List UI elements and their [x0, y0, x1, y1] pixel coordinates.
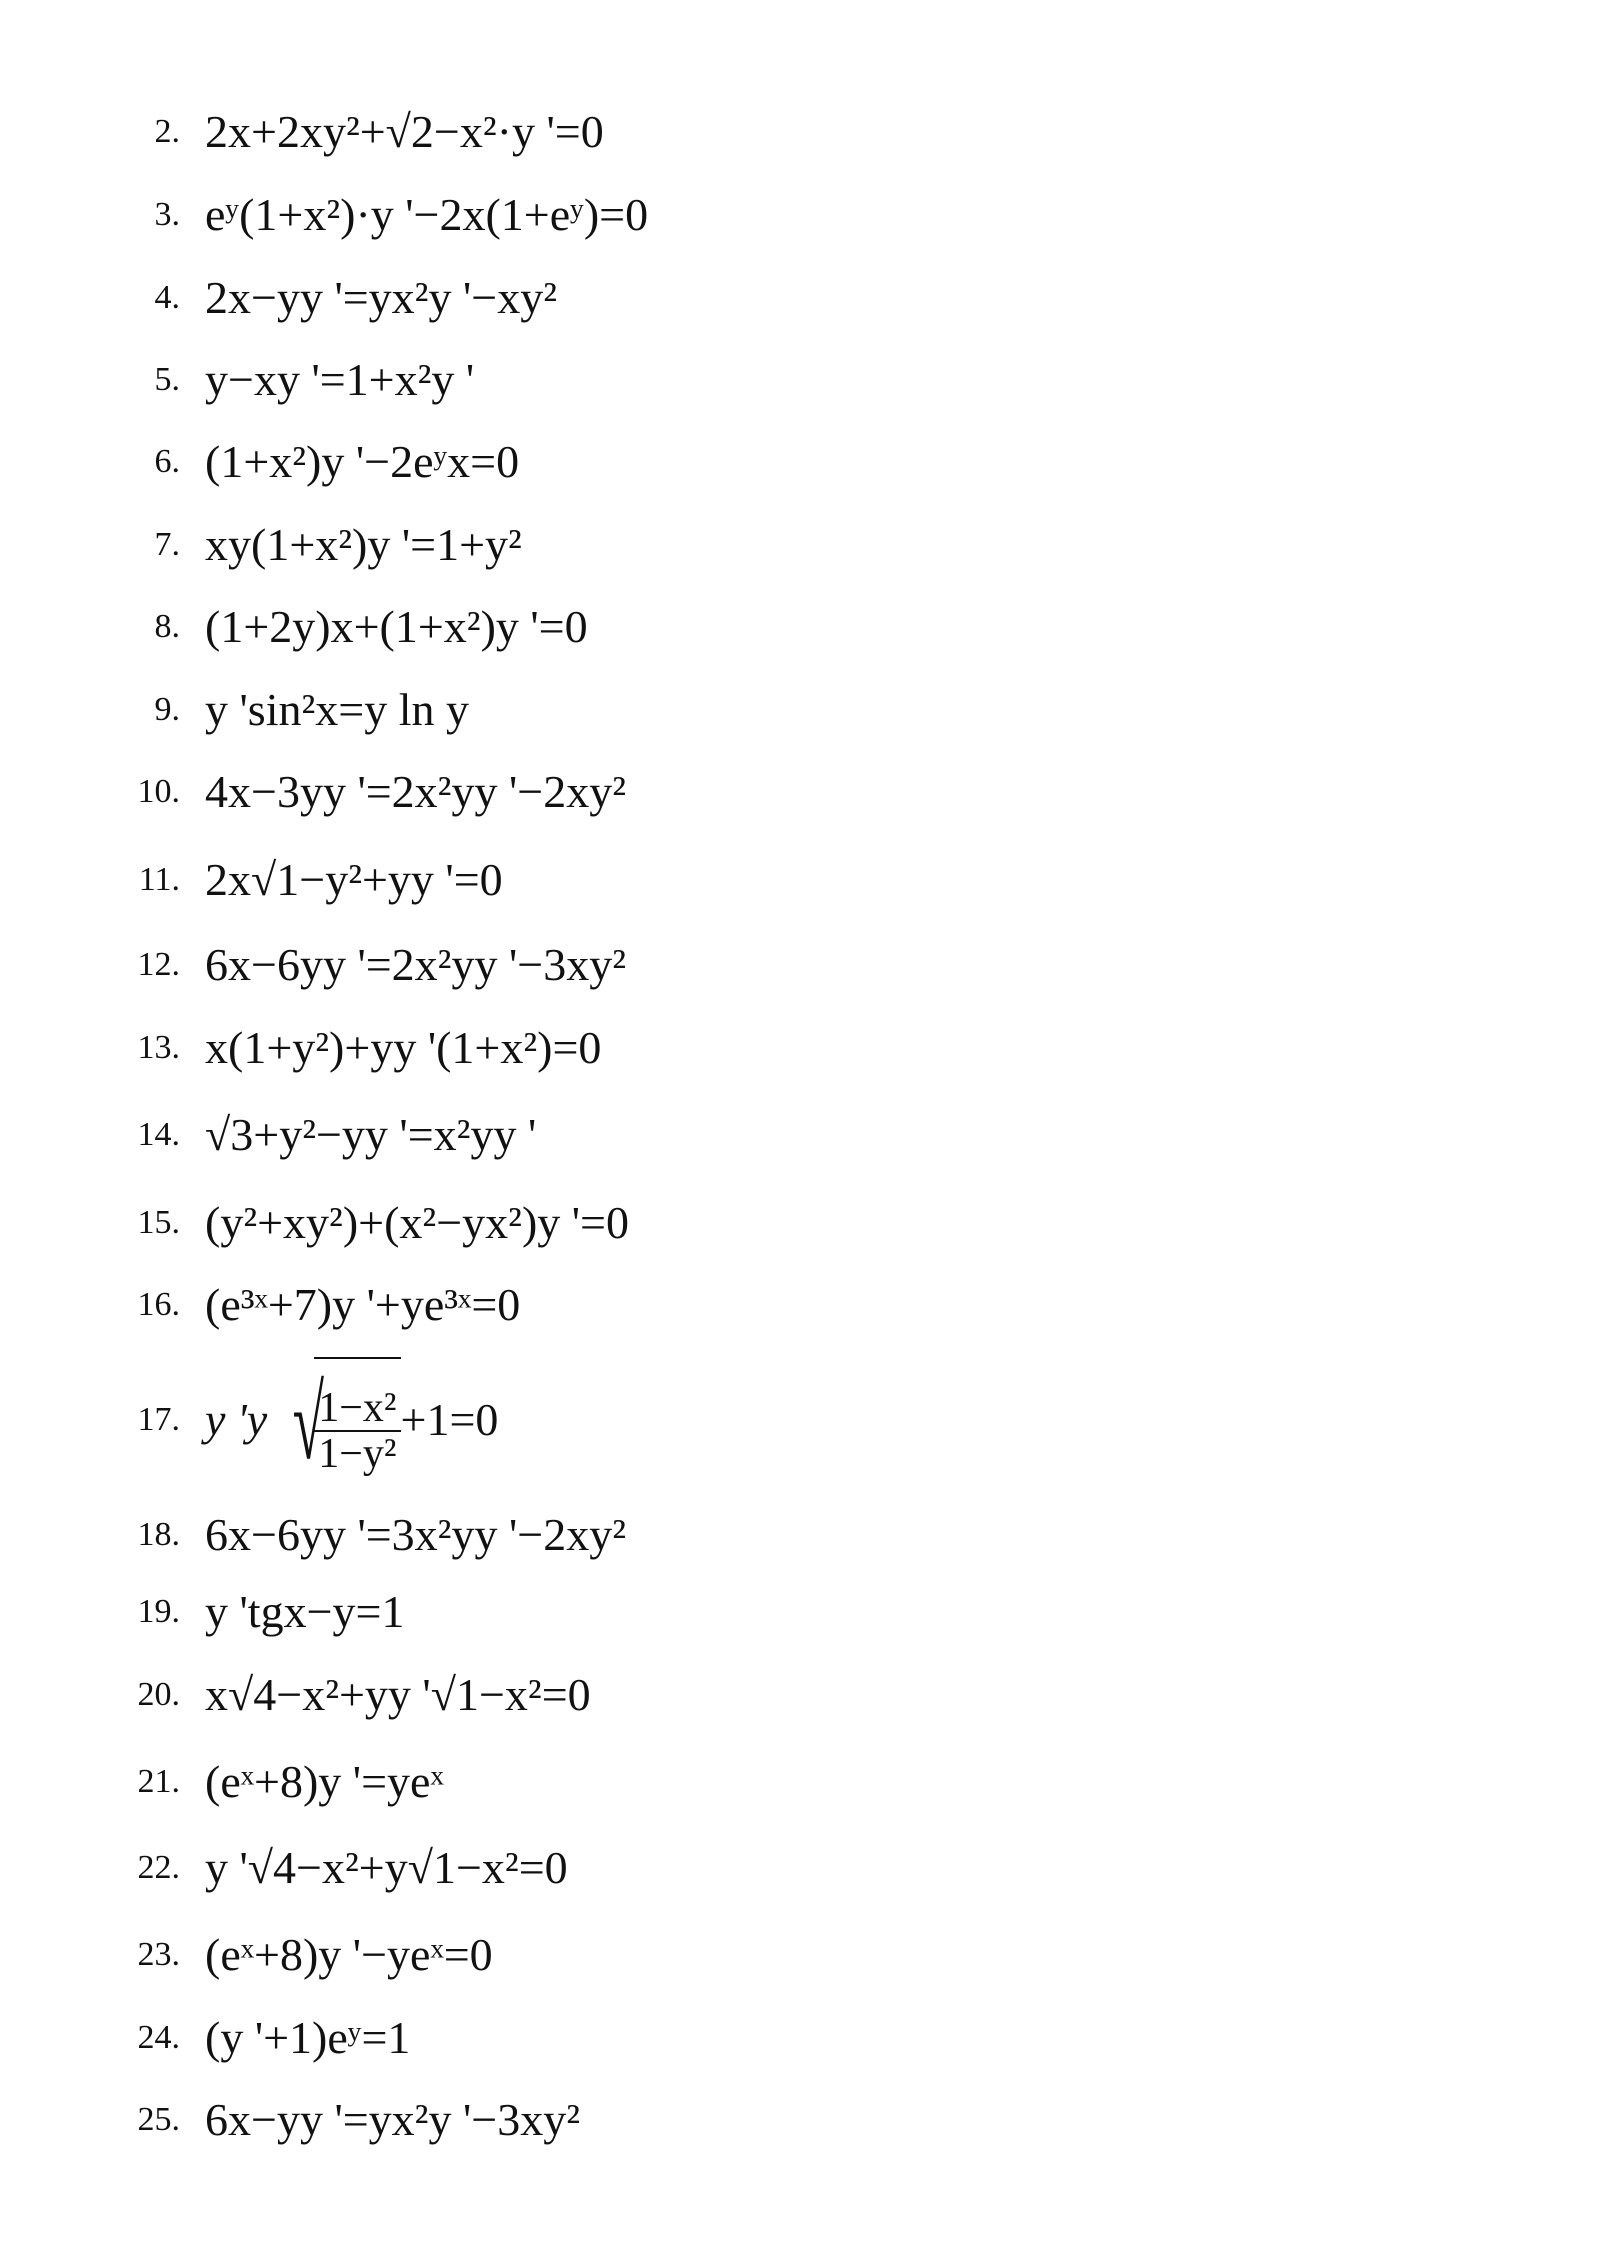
- problem-number: 22.: [137, 1849, 180, 1886]
- fraction: [314, 1386, 400, 1476]
- equation: x√4−x²+yy '√1−x²=0: [205, 1669, 591, 1720]
- equation: (1+x²)y '−2eʸx=0: [205, 436, 520, 487]
- problem-4: [0, 268, 1600, 328]
- equation: 2x√1−y²+yy '=0: [205, 854, 503, 905]
- equation: y−xy '=1+x²y ': [205, 354, 475, 405]
- problem-18: [0, 1505, 1600, 1565]
- numerator: 1−x²: [314, 1386, 400, 1432]
- problem-number: 19.: [137, 1593, 180, 1630]
- equation-prefix: y 'y: [205, 1394, 268, 1445]
- problem-15: [0, 1193, 1600, 1253]
- problem-21: [0, 1752, 1600, 1812]
- equation-fraction: [205, 1355, 498, 1485]
- problem-12: [0, 935, 1600, 995]
- radical-icon: √: [292, 1366, 325, 1482]
- problem-17: [0, 1355, 1600, 1485]
- problem-number: 7.: [154, 526, 180, 563]
- problem-number: 6.: [154, 443, 180, 480]
- equation: (eˣ+8)y '=yeˣ: [205, 1756, 444, 1807]
- equation: (y²+xy²)+(x²−yx²)y '=0: [205, 1197, 629, 1248]
- problem-number: 2.: [154, 113, 180, 150]
- equation: 6x−6yy '=3x²yy '−2xy²: [205, 1509, 626, 1560]
- problem-8: [0, 597, 1600, 657]
- equation: xy(1+x²)y '=1+y²: [205, 519, 522, 570]
- problem-16: [0, 1275, 1600, 1335]
- problem-14: [0, 1105, 1600, 1165]
- equation: 2x+2xy²+√2−x²·y '=0: [205, 106, 604, 157]
- problem-number: 8.: [154, 608, 180, 645]
- equation: (y '+1)eʸ=1: [205, 2012, 411, 2063]
- problem-number: 17.: [137, 1401, 180, 1438]
- equation: √3+y²−yy '=x²yy ': [205, 1109, 537, 1160]
- equation: y '√4−x²+y√1−x²=0: [205, 1842, 568, 1893]
- problem-3: [0, 185, 1600, 245]
- problem-6: [0, 432, 1600, 492]
- problem-number: 20.: [137, 1676, 180, 1713]
- problem-number: 24.: [137, 2019, 180, 2056]
- equation-suffix: +1=0: [400, 1394, 499, 1445]
- equation: (e³ˣ+7)y '+ye³ˣ=0: [205, 1279, 521, 1330]
- problem-number: 3.: [154, 196, 180, 233]
- problem-number: 25.: [137, 2101, 180, 2138]
- problem-number: 18.: [137, 1516, 180, 1553]
- problem-9: [0, 680, 1600, 740]
- problem-number: 13.: [137, 1029, 180, 1066]
- equation: 4x−3yy '=2x²yy '−2xy²: [205, 766, 626, 817]
- problem-19: [0, 1582, 1600, 1642]
- problem-23: [0, 1925, 1600, 1985]
- radicand: [314, 1357, 400, 1491]
- problem-number: 9.: [154, 691, 180, 728]
- problem-number: 4.: [154, 279, 180, 316]
- problem-number: 23.: [137, 1936, 180, 1973]
- problem-number: 15.: [137, 1204, 180, 1241]
- equation: 6x−6yy '=2x²yy '−3xy²: [205, 939, 626, 990]
- equation: (1+2y)x+(1+x²)y '=0: [205, 601, 588, 652]
- problem-11: [0, 850, 1600, 910]
- problem-13: [0, 1018, 1600, 1078]
- denominator: 1−y²: [318, 1430, 397, 1477]
- problem-22: [0, 1838, 1600, 1898]
- problem-5: [0, 350, 1600, 410]
- equation: 6x−yy '=yx²y '−3xy²: [205, 2094, 580, 2145]
- problem-number: 10.: [137, 773, 180, 810]
- equation: y 'tgx−y=1: [205, 1586, 405, 1637]
- problem-number: 12.: [137, 946, 180, 983]
- problem-24: [0, 2008, 1600, 2068]
- problem-number: 16.: [137, 1286, 180, 1323]
- problem-number: 14.: [137, 1116, 180, 1153]
- problem-20: [0, 1665, 1600, 1725]
- problem-2: [0, 102, 1600, 162]
- problem-number: 5.: [154, 361, 180, 398]
- equation: (eˣ+8)y '−yeˣ=0: [205, 1929, 493, 1980]
- equation: x(1+y²)+yy '(1+x²)=0: [205, 1022, 602, 1073]
- problem-10: [0, 762, 1600, 822]
- problem-25: [0, 2090, 1600, 2150]
- problem-number: 21.: [137, 1763, 180, 1800]
- problem-number: 11.: [138, 861, 180, 898]
- problem-7: [0, 515, 1600, 575]
- equation: 2x−yy '=yx²y '−xy²: [205, 272, 557, 323]
- equation: y 'sin²x=y ln y: [205, 684, 469, 735]
- equation: eʸ(1+x²)·y '−2x(1+eʸ)=0: [205, 189, 649, 240]
